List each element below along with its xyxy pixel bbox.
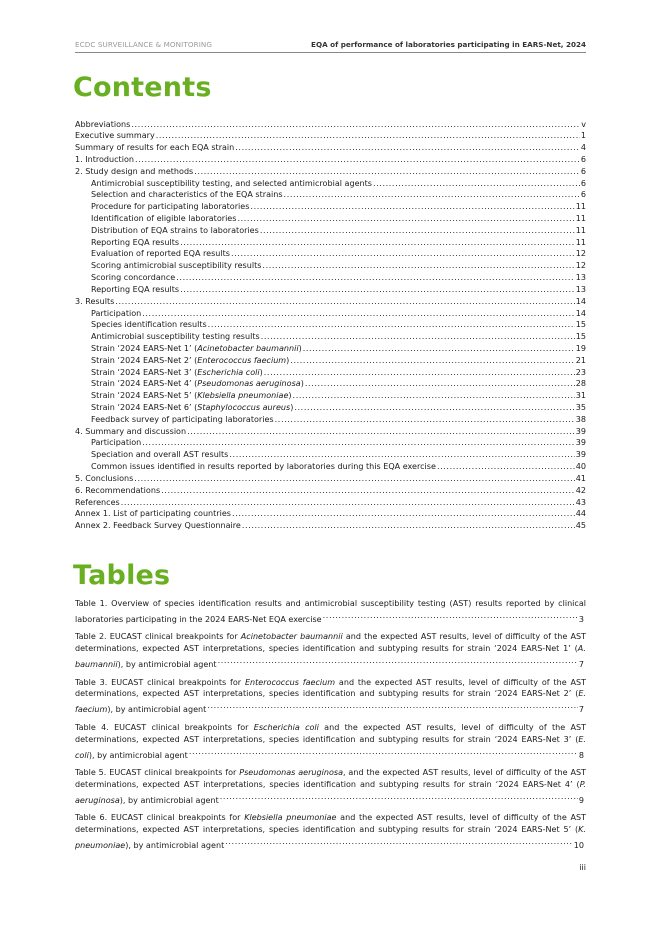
table-page-number: 8 [578,750,584,760]
dot-leader [135,154,580,166]
toc-page-number: v [581,119,586,129]
toc-page-number: 28 [575,379,586,389]
toc-entry-title: Strain ‘2024 EARS-Net 6’ (Staphylococcus aureus) [91,403,294,412]
dot-leader [176,272,575,284]
toc-entry[interactable] [75,189,586,201]
toc-entry[interactable] [75,225,586,237]
contents-heading: Contents [73,72,212,103]
dot-leader [303,343,575,355]
dot-leader [121,497,575,509]
toc-entry-title: Strain ‘2024 EARS-Net 3’ (Escherichia coli) [91,367,263,377]
toc-page-number: 11 [575,202,586,212]
toc-page-number: 13 [575,284,586,294]
toc-page-number: 11 [575,214,586,223]
toc-page-number: 6 [580,178,586,188]
dot-leader [305,378,575,390]
dot-leader [262,260,574,272]
toc-page-number: 14 [575,308,586,318]
table-page-number: 7 [578,660,584,670]
table-caption: Table 3. EUCAST clinical breakpoints for Enterococcus faecium and the expected AST results, level of difficulty of the AST determinations, expected AST interpretations, species identification and subtyping results for strain ‘2024 EARS-Net 2’ (E. faecium), by antimicrobial agent [75,677,586,715]
toc-entry-title: Strain ‘2024 EARS-Net 4’ (Pseudomonas aeruginosa) [91,379,304,389]
toc-page-number: 6 [580,166,586,176]
dot-leader [115,296,574,308]
toc-entry[interactable] [75,355,586,367]
dot-leader [260,225,575,237]
toc-entry[interactable] [75,272,586,284]
toc-entry-title: Reporting EQA results [91,284,180,294]
toc-entry[interactable] [75,319,586,331]
toc-entry[interactable] [75,154,586,166]
toc-entry[interactable] [75,237,586,249]
table-page-number: 10 [573,840,584,850]
dot-leader [187,426,575,438]
toc-page-number: 19 [575,343,586,353]
dot-leader [231,248,575,260]
toc-entry-title: 1. Introduction [75,154,134,164]
toc-entry[interactable] [75,296,586,308]
dot-leader [161,485,575,497]
dot-leader [142,308,575,320]
toc-page-number: 35 [575,403,586,412]
toc-entry-title: Executive summary [75,131,155,141]
toc-entry[interactable] [75,178,586,190]
toc-entry[interactable] [75,248,586,260]
table-list-entry[interactable] [75,631,586,671]
toc-entry[interactable] [75,437,586,449]
dot-leader [261,331,575,343]
toc-page-number: 39 [575,426,586,436]
table-caption: Table 4. EUCAST clinical breakpoints for Escherichia coli and the expected AST results, level of difficulty of the AST determinations, expected AST interpretations, species identification and subtyping results for strain ‘2024 EARS-Net 3’ (E. coli), by antimicrobial agent [75,722,586,760]
toc-entry[interactable] [75,426,586,438]
toc-page-number: 23 [575,367,586,377]
toc-entry[interactable] [75,119,586,131]
dot-leader [208,319,575,331]
toc-entry-title: Strain ‘2024 EARS-Net 1’ (Acinetobacter baumannii) [91,343,302,353]
toc-entry-title: Identification of eligible laboratories [91,214,237,223]
dot-leader [437,461,575,473]
dot-leader [156,130,580,142]
toc-entry-title: Reporting EQA results [91,237,180,247]
toc-entry[interactable] [75,508,586,520]
toc-entry[interactable] [75,213,586,225]
toc-entry[interactable] [75,201,586,213]
toc-page-number: 6 [580,154,586,164]
dot-leader [235,142,580,154]
toc-entry[interactable] [75,166,586,178]
toc-page-number: 31 [575,391,586,401]
toc-entry[interactable] [75,461,586,473]
table-page-number: 3 [578,614,584,624]
toc-entry-title: Participation [91,438,142,448]
toc-page-number: 6 [580,190,586,200]
toc-entry-title: Common issues identified in results reported by laboratories during this EQA exercise [91,462,436,472]
dot-leader [180,237,575,249]
table-list-entry[interactable] [75,677,586,717]
table-page-number: 9 [578,795,584,805]
toc-entry-title: Strain ‘2024 EARS-Net 5’ (Klebsiella pneumoniae) [91,391,292,401]
toc-entry-title: 3. Results [75,296,115,306]
toc-page-number: 21 [575,355,586,365]
toc-entry-title: Scoring antimicrobial susceptibility results [91,261,262,271]
toc-entry-title: Selection and characteristics of the EQA strains [91,190,283,200]
dot-leader [134,473,574,485]
toc-entry[interactable] [75,497,586,509]
toc-page-number: 40 [575,462,586,472]
table-page-number: 7 [578,705,584,715]
toc-entry-title: Annex 2. Feedback Survey Questionnaire [75,521,241,531]
toc-entry[interactable] [75,331,586,343]
toc-entry[interactable] [75,449,586,461]
dot-leader [142,437,575,449]
toc-page-number: 4 [580,143,586,153]
toc-entry-title: 2. Study design and methods [75,166,194,176]
toc-entry-title: Feedback survey of participating laboratories [91,414,274,424]
toc-entry-title: Speciation and overall AST results [91,450,229,460]
toc-entry[interactable] [75,473,586,485]
table-list-entry[interactable] [75,812,586,852]
toc-entry-title: Species identification results [91,320,207,330]
table-list-entry[interactable] [75,598,586,626]
dot-leader [373,178,580,190]
toc-entry-title: Distribution of EQA strains to laboratories [91,225,259,235]
toc-entry[interactable] [75,260,586,272]
tables-heading: Tables [73,560,171,591]
toc-entry-title: References [75,497,120,507]
dot-leader [207,700,578,712]
toc-page-number: 14 [575,296,586,306]
toc-entry[interactable] [75,390,586,402]
toc-entry[interactable] [75,284,586,296]
toc-page-number: 42 [575,485,586,495]
toc-page-number: 12 [575,249,586,259]
header-document-title: EQA of performance of laboratories participating in EARS-Net, 2024 [311,40,586,49]
dot-leader [218,655,578,667]
table-of-contents [75,119,586,532]
toc-entry-title: Annex 1. List of participating countries [75,509,231,519]
toc-entry-title: Antimicrobial susceptibility testing results [91,332,260,342]
toc-page-number: 39 [575,438,586,448]
toc-page-number: 43 [575,497,586,507]
page-number: iii [579,863,586,872]
dot-leader [220,791,578,803]
toc-entry[interactable] [75,142,586,154]
toc-entry-title: 5. Conclusions [75,473,134,483]
dot-leader [232,508,575,520]
table-caption: Table 6. EUCAST clinical breakpoints for Klebsiella pneumoniae and the expected AST results, level of difficulty of the AST determinations, expected AST interpretations, species identification and subtyping results for strain ‘2024 EARS-Net 5’ (K. pneumoniae), by antimicrobial agent [75,813,586,850]
toc-entry[interactable] [75,402,586,414]
toc-page-number: 13 [575,273,586,283]
dot-leader [225,836,573,848]
toc-entry[interactable] [75,414,586,426]
header-series-label: ECDC SURVEILLANCE & MONITORING [75,40,213,49]
dot-leader [194,166,580,178]
dot-leader [242,520,575,532]
dot-leader [189,746,578,758]
toc-page-number: 15 [575,332,586,342]
toc-page-number: 1 [580,131,586,141]
toc-page-number: 12 [575,261,586,271]
toc-entry[interactable] [75,378,586,390]
header-divider [75,52,586,53]
toc-page-number: 41 [575,473,586,483]
toc-entry-title: Strain ‘2024 EARS-Net 2’ (Enterococcus faecium) [91,355,290,365]
toc-entry-title: Antimicrobial susceptibility testing, and selected antimicrobial agents [91,178,372,188]
toc-page-number: 44 [575,509,586,519]
dot-leader [290,355,574,367]
toc-entry-title: Participation [91,308,142,318]
toc-entry[interactable] [75,485,586,497]
toc-page-number: 38 [575,414,586,424]
dot-leader [284,189,580,201]
toc-entry[interactable] [75,367,586,379]
dot-leader [294,402,574,414]
toc-entry[interactable] [75,130,586,142]
table-list-entry[interactable] [75,767,586,807]
table-caption: Table 2. EUCAST clinical breakpoints for Acinetobacter baumannii and the expected AST results, level of difficulty of the AST determinations, expected AST interpretations, species identification and subtyping results for strain ‘2024 EARS-Net 1’ (A. baumannii), by antimicrobial agent [75,632,586,670]
table-caption: Table 1. Overview of species identification results and antimicrobial susceptibility testing (AST) results reported by clinical laboratories participating in the 2024 EARS-Net EQA exercise [75,599,586,624]
toc-entry[interactable] [75,520,586,532]
running-header [75,39,586,51]
dot-leader [237,213,574,225]
table-list-entry[interactable] [75,722,586,762]
toc-entry-title: 4. Summary and discussion [75,426,187,436]
list-of-tables [75,598,586,857]
toc-page-number: 39 [575,450,586,460]
toc-page-number: 15 [575,320,586,330]
toc-entry[interactable] [75,343,586,355]
toc-page-number: 45 [575,521,586,531]
dot-leader [180,284,575,296]
dot-leader [229,449,574,461]
toc-entry-title: 6. Recommendations [75,485,161,495]
toc-page-number: 11 [575,225,586,235]
toc-entry-title: Abbreviations [75,119,131,129]
toc-entry-title: Summary of results for each EQA strain [75,143,235,153]
toc-entry-title: Evaluation of reported EQA results [91,249,230,259]
table-caption: Table 5. EUCAST clinical breakpoints for Pseudomonas aeruginosa, and the expected AST results, level of difficulty of the AST determinations, expected AST interpretations, species identification and subtyping results for strain ‘2024 EARS-Net 4’ (P. aeruginosa), by antimicrobial agent [75,767,586,805]
toc-entry-title: Scoring concordance [91,273,176,283]
toc-entry-title: Procedure for participating laboratories [91,202,250,212]
toc-page-number: 11 [575,237,586,247]
toc-entry[interactable] [75,308,586,320]
dot-leader [264,367,575,379]
dot-leader [323,610,578,622]
dot-leader [250,201,574,213]
dot-leader [131,119,580,131]
dot-leader [293,390,575,402]
dot-leader [275,414,575,426]
